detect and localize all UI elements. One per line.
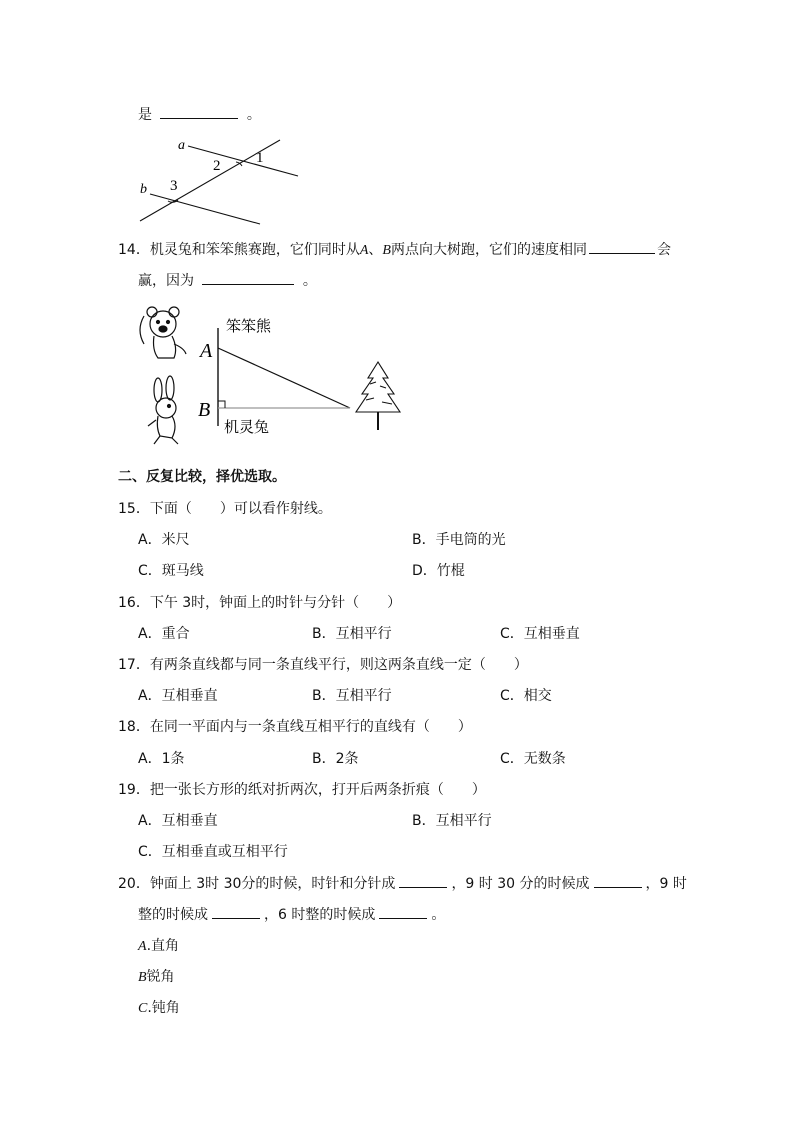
q15-option-b[interactable]: B．手电筒的光 bbox=[412, 532, 506, 548]
rabbit-label: 机灵兔 bbox=[224, 420, 270, 436]
q16-option-b[interactable]: B．互相平行 bbox=[312, 626, 392, 642]
tree-icon bbox=[356, 362, 400, 430]
q17-option-c[interactable]: C．相交 bbox=[500, 688, 552, 704]
q20-option-a-text: .直角 bbox=[146, 938, 180, 954]
q20-option-b[interactable] bbox=[138, 966, 175, 986]
bear-label: 笨笨熊 bbox=[226, 319, 272, 335]
q20-text-part5: ，6 时整的时候成 bbox=[264, 907, 376, 923]
diagram-point-a: A bbox=[200, 340, 213, 362]
q13-answer-line bbox=[138, 104, 261, 124]
q16-stem: 16．下午 3时，钟面上的时针与分针（ ） bbox=[118, 595, 402, 611]
q14-blank-winner[interactable] bbox=[589, 239, 655, 254]
q13-suffix: 。 bbox=[246, 107, 261, 123]
race-diagram-figure bbox=[130, 298, 420, 453]
q20-blank-4[interactable] bbox=[379, 904, 427, 919]
q19-option-c[interactable]: C．互相垂直或互相平行 bbox=[138, 844, 288, 860]
q14-separator: 、 bbox=[368, 242, 383, 258]
intersecting-lines-figure bbox=[130, 128, 310, 228]
q20-text-part2: ，9 时 30 分的时候成 bbox=[451, 876, 590, 892]
q20-option-a-letter: A bbox=[138, 939, 147, 954]
q15-stem: 15．下面（ ）可以看作射线。 bbox=[118, 501, 332, 517]
q19-stem: 19．把一张长方形的纸对折两次，打开后两条折痕（ ） bbox=[118, 782, 486, 798]
diagram-point-b: B bbox=[198, 399, 211, 421]
q17-stem: 17．有两条直线都与同一条直线平行，则这两条直线一定（ ） bbox=[118, 657, 528, 673]
q20-option-b-letter: B bbox=[138, 970, 147, 985]
q16-option-c[interactable]: C．互相垂直 bbox=[500, 626, 580, 642]
q20-option-c[interactable] bbox=[138, 997, 180, 1017]
q14-reason-prefix: 赢，因为 bbox=[138, 273, 194, 289]
q14-text-part3: 会 bbox=[656, 242, 671, 258]
q17-option-a[interactable]: A．互相垂直 bbox=[138, 688, 218, 704]
q18-option-a[interactable]: A．1条 bbox=[138, 751, 185, 767]
q20-blank-3[interactable] bbox=[212, 904, 260, 919]
angle-1-label: 1 bbox=[256, 150, 264, 166]
q16-option-a[interactable]: A．重合 bbox=[138, 626, 190, 642]
q14-point-b: B bbox=[382, 243, 391, 258]
q20-stem-line2 bbox=[138, 904, 445, 924]
bear-icon bbox=[140, 307, 186, 358]
angle-3-label: 3 bbox=[170, 178, 178, 194]
q20-blank-2[interactable] bbox=[594, 873, 642, 888]
q14-stem-line2 bbox=[138, 270, 317, 290]
q14-reason-suffix: 。 bbox=[302, 273, 317, 289]
q18-option-b[interactable]: B．2条 bbox=[312, 751, 359, 767]
q15-option-a[interactable]: A．米尺 bbox=[138, 532, 190, 548]
q15-option-d[interactable]: D．竹棍 bbox=[412, 563, 465, 579]
q18-stem: 18．在同一平面内与一条直线互相平行的直线有（ ） bbox=[118, 719, 472, 735]
section-2-title: 二、反复比较，择优选取。 bbox=[118, 469, 286, 485]
q14-point-a: A bbox=[359, 243, 369, 258]
q20-option-a[interactable] bbox=[138, 935, 179, 955]
rabbit-icon bbox=[148, 376, 178, 444]
q13-blank[interactable] bbox=[160, 104, 238, 119]
q20-text-part1: 20．钟面上 3时 30分的时候，时针和分针成 bbox=[118, 876, 396, 892]
q17-option-b[interactable]: B．互相平行 bbox=[312, 688, 392, 704]
q19-option-a[interactable]: A．互相垂直 bbox=[138, 813, 218, 829]
q20-text-part6: 。 bbox=[431, 907, 446, 923]
q20-text-part3: ，9 时 bbox=[645, 876, 687, 892]
label-b: b bbox=[140, 182, 147, 197]
label-a: a bbox=[178, 138, 185, 153]
q19-option-b[interactable]: B．互相平行 bbox=[412, 813, 492, 829]
q20-stem-line1 bbox=[118, 873, 687, 893]
path-a-to-tree bbox=[218, 348, 350, 408]
q14-text-part1: 14．机灵兔和笨笨熊赛跑，它们同时从 bbox=[118, 242, 360, 258]
right-angle-mark bbox=[218, 401, 225, 408]
q20-text-part4: 整的时候成 bbox=[138, 907, 208, 923]
q20-blank-1[interactable] bbox=[399, 873, 447, 888]
q20-option-b-text: 锐角 bbox=[146, 969, 175, 985]
q18-option-c[interactable]: C．无数条 bbox=[500, 751, 566, 767]
q15-option-c[interactable]: C．斑马线 bbox=[138, 563, 204, 579]
q14-text-part2: 两点向大树跑，它们的速度相同 bbox=[390, 242, 587, 258]
q14-stem-line1 bbox=[118, 239, 671, 259]
angle-2-label: 2 bbox=[213, 158, 221, 174]
q20-option-c-letter: C bbox=[138, 1001, 148, 1016]
q13-prefix: 是 bbox=[138, 107, 152, 123]
q14-blank-reason[interactable] bbox=[202, 270, 294, 285]
q20-option-c-text: .钝角 bbox=[147, 1000, 180, 1016]
line-b bbox=[150, 194, 260, 224]
